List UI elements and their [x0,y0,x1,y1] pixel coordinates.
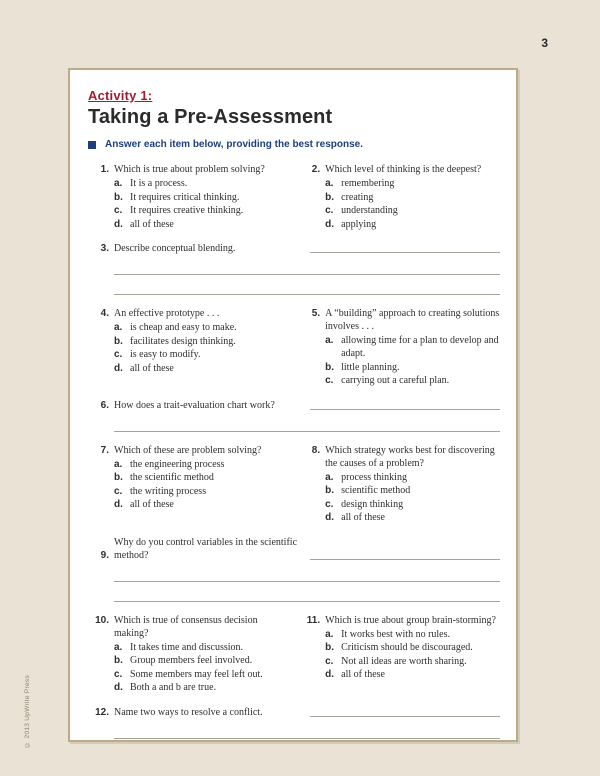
question-column-right [299,163,502,231]
choice [325,361,502,374]
choice-letter: b. [114,472,123,483]
choices-list [114,641,291,695]
choice-letter: c. [325,655,334,667]
answer-line [114,431,500,432]
question-column-right [299,614,502,695]
question-number: 1. [100,164,109,175]
question-text: An effective prototype . . . [114,308,220,319]
question-column-left [88,307,299,388]
question-text: Which is true of consensus decision making? [114,614,258,639]
choice-letter: d. [114,218,123,230]
question-number: 2. [311,164,321,175]
answer-line [310,559,500,560]
question-head [88,242,502,255]
question-text: Which is true about group brain-storming? [325,614,496,626]
question-block [88,399,502,432]
question-block [88,536,502,602]
choice-letter: a. [114,322,123,333]
question-column-left [88,614,299,695]
choices-list [325,471,502,525]
question-text: Which strategy works best for discovering the causes of a problem? [325,444,495,469]
choice-letter: b. [325,191,335,203]
choice-text: all of these [341,512,385,523]
choice [114,498,291,511]
question-text: A “building” approach to creating solutions involves . . . [325,308,500,332]
question-text: Why do you control variables in the scientific method? [114,536,298,561]
question-row [88,307,502,388]
choice-text: the scientific method [130,472,214,483]
question-column-right [299,444,502,525]
question-block [88,444,291,512]
worksheet-paper [68,68,518,742]
choice-letter: a. [114,458,123,470]
question-block [299,307,502,387]
question-number: 6. [100,399,109,411]
square-bullet-icon [88,141,96,149]
choice [325,628,502,641]
question-block [299,444,502,525]
question-head [88,444,291,457]
choice-letter: a. [114,178,123,189]
choice [325,334,502,360]
choice [114,218,291,231]
choice-text: Criticism should be discouraged. [341,642,473,653]
answer-line [310,716,500,717]
choice [325,484,502,497]
question-text: Which is true about problem solving? [114,164,265,175]
choice-text: the engineering process [130,458,225,470]
choices-list [114,177,291,231]
choice [325,511,502,524]
choice-letter: a. [325,471,334,483]
question-number: 8. [311,444,321,456]
choice-letter: a. [325,335,334,346]
choice [114,641,291,654]
choice [325,177,502,190]
choice-letter: b. [325,361,335,373]
question-text: Describe conceptual blending. [114,243,236,254]
choice [114,485,291,498]
question-head [88,399,502,412]
choice-text: It requires creative thinking. [130,205,244,216]
question-number: 9. [100,549,109,561]
choice-letter: c. [114,205,123,216]
choice [114,348,291,361]
choice-text: Group members feel involved. [130,655,253,666]
choice [114,362,291,375]
choice-text: allowing time for a plan to develop and adapt. [341,335,499,359]
choice-text: creating [341,191,374,203]
choice-text: Both a and b are true. [130,682,217,693]
answer-line [114,581,500,582]
choices-list [114,321,291,375]
questions-list [88,163,502,739]
question-column-left [88,444,299,525]
question-head [88,307,291,320]
question-head [299,614,502,627]
choice-text: remembering [341,178,395,189]
choice-letter: d. [325,512,335,523]
question-head [88,614,291,640]
answer-line [114,274,500,275]
question-number: 12. [95,706,109,718]
choice [114,335,291,348]
question-row [88,614,502,695]
question-number: 11. [306,614,321,626]
choice-letter: b. [114,335,123,347]
choice-letter: c. [325,375,334,386]
choice [114,458,291,471]
answer-line [114,738,500,739]
choice-text: process thinking [341,471,407,483]
instruction-text: Answer each item below, providing the best response. [105,139,364,150]
choices-list [325,177,502,231]
choice [114,204,291,217]
choice [325,218,502,231]
choice-text: the writing process [130,485,207,497]
choice-letter: c. [114,349,123,360]
choices-list [325,628,502,682]
choice-text: Not all ideas are worth sharing. [341,655,467,667]
choice-text: It takes time and discussion. [130,641,244,653]
question-text: Which level of thinking is the deepest? [325,164,482,175]
question-block [88,163,291,231]
choice-text: carrying out a careful plan. [341,375,450,386]
choice-text: is cheap and easy to make. [130,322,237,333]
choice [114,471,291,484]
question-text: Which of these are problem solving? [114,444,262,456]
choice-text: It is a process. [130,178,188,189]
question-block [88,614,291,695]
choice-letter: d. [114,362,123,374]
question-number: 5. [311,308,321,319]
question-head [88,163,291,176]
question-block [88,307,291,375]
choice-letter: c. [325,498,334,510]
instruction-row [88,139,502,150]
copyright-notice: © 2013 UpWrite Press [24,675,31,748]
question-block [88,242,502,295]
choice-text: all of these [130,218,174,230]
choice-text: scientific method [341,485,411,496]
choice-letter: d. [325,669,335,680]
choice-letter: b. [114,655,123,666]
choice-text: facilitates design thinking. [130,335,236,347]
question-text: Name two ways to resolve a conflict. [114,706,263,718]
choice-letter: a. [114,641,123,653]
choice-letter: c. [114,485,123,497]
question-column-right [299,307,502,388]
choice [114,654,291,667]
choice [114,191,291,204]
question-number: 3. [100,243,109,254]
choice-text: It works best with no rules. [341,628,451,640]
question-number: 7. [100,444,109,456]
choice-letter: a. [325,628,334,640]
choice [114,177,291,190]
choice-text: Some members may feel left out. [130,668,263,680]
choice [325,374,502,387]
choice-text: understanding [341,205,398,216]
choice [325,655,502,668]
choice-text: It requires critical thinking. [130,191,240,203]
question-head [88,706,502,719]
choice [114,681,291,694]
question-head [88,536,502,562]
question-block [299,163,502,231]
question-number: 4. [100,308,109,319]
choice [114,668,291,681]
answer-line [114,601,500,602]
choice-text: is easy to modify. [130,349,201,360]
choice-letter: a. [325,178,334,189]
question-block [88,706,502,739]
choice-letter: c. [325,205,334,216]
choice-letter: d. [114,682,123,693]
page-number: 3 [541,36,548,50]
page-title: Taking a Pre-Assessment [88,106,333,128]
question-block [299,614,502,682]
choice [325,498,502,511]
question-column-left [88,163,299,231]
choice-text: design thinking [341,498,404,510]
choice-letter: d. [325,218,335,230]
choice [114,321,291,334]
choice-letter: c. [114,668,123,680]
choice-letter: d. [114,499,123,510]
choice-letter: b. [114,191,123,203]
choice-text: little planning. [341,361,400,373]
question-text: How does a trait-evaluation chart work? [114,399,275,411]
answer-line [114,294,500,295]
answer-line [310,252,500,253]
question-row [88,444,502,525]
choice-letter: b. [325,642,335,653]
question-head [299,307,502,333]
question-head [299,444,502,470]
question-number: 10. [95,614,109,626]
activity-label: Activity 1: [88,88,153,103]
choice-text: all of these [130,362,174,374]
answer-line [310,409,500,410]
choice-text: all of these [341,669,385,680]
choices-list [114,458,291,512]
choice-text: applying [341,218,377,230]
choice [325,191,502,204]
question-row [88,163,502,231]
choice [325,204,502,217]
choice-text: all of these [130,499,174,510]
choice [325,641,502,654]
choice-letter: b. [325,485,335,496]
choice [325,668,502,681]
choices-list [325,334,502,387]
choice [325,471,502,484]
question-head [299,163,502,176]
